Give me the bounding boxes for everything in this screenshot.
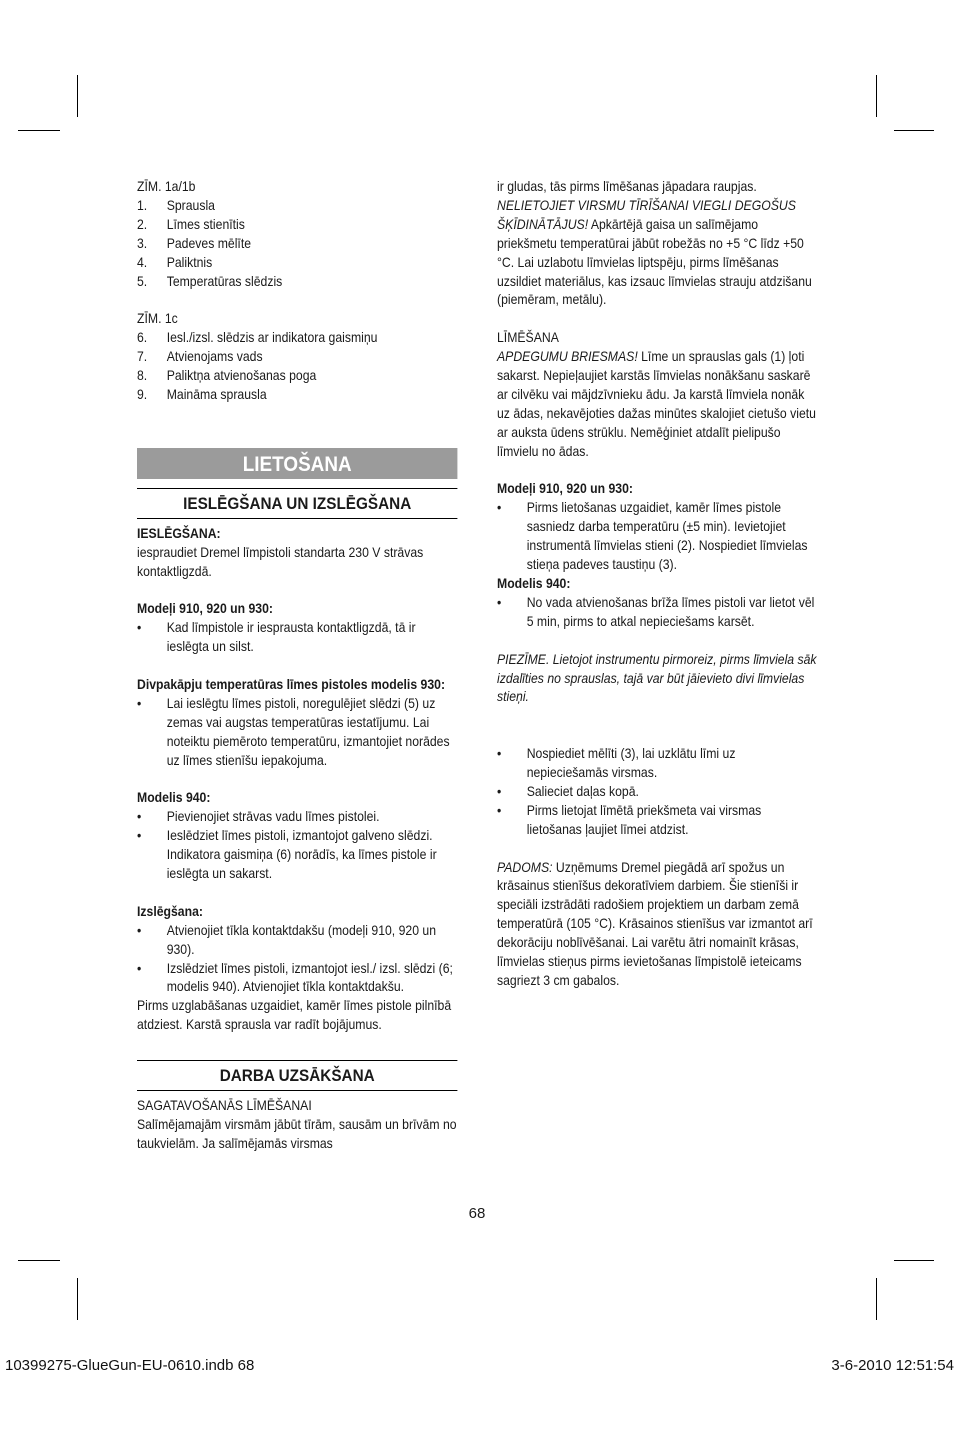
list-item: 6. Iesl./izsl. slēdzis ar indikatora gaismiņu xyxy=(137,330,378,346)
storage-text: Pirms uzglabāšanas uzgaidiet, kamēr līmes pistole pilnībā atdziest. Karstā sprausla var radīt bojājumus. xyxy=(137,998,452,1033)
figure-1-title: ZĪM. 1a/1b xyxy=(137,179,196,194)
footer-date-time: 3-6-2010 12:51:54 xyxy=(831,1357,954,1374)
prep-continued: ir gludas, tās pirms līmēšanas jāpadara raupjas. xyxy=(497,179,757,194)
page-number: 68 xyxy=(468,1205,486,1222)
crop-mark-top-right-vertical xyxy=(876,75,877,117)
list-item: 3. Padeves mēlīte xyxy=(137,235,252,251)
models-910-label: Modeļi 910, 920 un 930: xyxy=(137,601,273,617)
dual-temp-label: Divpakāpju temperatūras līmes pistoles modelis 930: xyxy=(137,676,446,692)
switching-heading: IESLĒGŠANA UN IZSLĒGŠANA xyxy=(137,488,457,519)
start-work-heading: DARBA UZSĀKŠANA xyxy=(137,1060,457,1091)
list-item: 4. Paliktnis xyxy=(137,254,213,270)
crop-mark-bottom-left-horizontal xyxy=(18,1260,60,1261)
model-940-label: Modelis 940: xyxy=(497,576,571,591)
crop-mark-bottom-right-vertical xyxy=(876,1278,877,1320)
list-item: • Pievienojiet strāvas vadu līmes pistolei. xyxy=(137,809,380,825)
section-title-bar: LIETOŠANA xyxy=(137,448,457,479)
crop-mark-bottom-left-vertical xyxy=(77,1278,78,1320)
models-910-label: Modeļi 910, 920 un 930: xyxy=(497,481,633,497)
prep-warning: NELIETOJIET VIRSMU TĪRĪŠANAI VIEGLI DEGOŠUS ŠĶĪDINĀTĀJUS! Apkārtējā gaisa un salīmējamo priekšmetu temperatūrai jābūt robežās no +5 °C līdz +50 °C. Lai uzlabotu līmvielas liptspēju, pirms līmēšanas uzsildiet materiālus, kas izsauc līmvielas strauju atdzišanu (piemēram, metālu). xyxy=(497,197,812,308)
list-item: • No vada atvienošanas brīža līmes pistoli var lietot vēl 5 min, pirms to atkal nepieciešams karsēt. xyxy=(497,594,815,629)
crop-mark-top-left-horizontal xyxy=(18,130,60,131)
footer-file-name: 10399275-GlueGun-EU-0610.indb 68 xyxy=(5,1357,255,1374)
gluing-label: LĪMĒŠANA xyxy=(497,330,559,346)
model-940-label: Modelis 940: xyxy=(137,790,211,806)
list-item: • Salieciet daļas kopā. xyxy=(497,783,639,799)
list-item: • Ieslēdziet līmes pistoli, izmantojot galveno slēdzi. Indikatora gaismiņa (6) norādīs, ka līmes pistole ir ieslēgta un sakarst. xyxy=(137,828,437,882)
right-column xyxy=(497,178,817,991)
note-line-2: izdalīties no sprauslas, tajā var būt jāievieto divi līmvielas stieņi. xyxy=(497,670,805,705)
crop-mark-top-left-vertical xyxy=(77,75,78,117)
figure-2-list xyxy=(137,329,457,405)
list-item: • Kad līmpistole ir iesprausta kontaktligzdā, tā ir ieslēgta un silst. xyxy=(137,620,416,655)
list-item: 8. Paliktņa atvienošanas poga xyxy=(137,368,317,384)
list-item: • Atvienojiet tīkla kontaktdakšu (modeļi 910, 920 un 930). xyxy=(137,922,437,957)
list-item: 2. Līmes stienītis xyxy=(137,216,245,232)
prep-label: SAGATAVOŠANĀS LĪMĒŠANAI xyxy=(137,1098,312,1114)
list-item: 9. Maināma sprausla xyxy=(137,386,267,402)
prep-text: Salīmējamajām virsmām jābūt tīrām, sausām un brīvām no taukvielām. Ja salīmējamās virsmas xyxy=(137,1116,457,1151)
list-item: • Pirms lietošanas uzgaidiet, kamēr līmes pistole sasniedz darba temperatūru (±5 min). Ievietojiet instrumentā līmvielas stieni (2). Nospiediet līmvielas stieņa padeves taustiņu (3). xyxy=(497,500,808,573)
note-line-1: PIEZĪME. Lietojot instrumentu pirmoreiz, pirms līmviela sāk xyxy=(497,651,817,667)
list-item: • Lai ieslēgtu līmes pistoli, noregulējiet slēdzi (5) uz zemas vai augstas temperatūras iestatījumu. Lai noteiktu piemēroto temperatūru, izmantojiet norādes uz līmes stienīšu iepakojuma. xyxy=(137,695,450,768)
crop-mark-bottom-right-horizontal xyxy=(894,1260,934,1261)
figure-2-title: ZĪM. 1c xyxy=(137,311,178,327)
burn-warning: APDEGUMU BRIESMAS! Līme un sprauslas gals (1) ļoti sakarst. Nepieļaujiet karstās līmvielas nonākšanu saskarē ar cilvēku vai mājdzīvnieku ādu. Ja karstā līmviela nonāk uz ādas, nekavējoties dažas minūtes skalojiet cietušo vietu ar auksta ūdens strūklu. Nemēģiniet atdalīt pielipušo līmvielu no ādas. xyxy=(497,349,816,459)
list-item: 1. Sprausla xyxy=(137,197,215,213)
list-item: • Izslēdziet līmes pistoli, izmantojot iesl./ izsl. slēdzi (6; modelis 940). Atvienojiet tīkla kontaktdakšu. xyxy=(137,960,453,995)
list-item: 5. Temperatūras slēdzis xyxy=(137,273,283,289)
list-item: 7. Atvienojams vads xyxy=(137,349,263,365)
left-column xyxy=(137,178,457,1154)
tip-paragraph: PADOMS: Uzņēmums Dremel piegādā arī spožus un krāsainus stienīšus dekoratīviem darbiem. Šie stienīši ir speciāli izstrādāti radošiem projektiem un darbam zemā temperatūrā (105 °C). Krāsainos stienīšus var izmantot arī dekorāciju noblīvēšanai. Lai varētu ātri nomainīt krāsas, līmvielas stieņus pirms ievietošanas līmpistolē ieteicams sagriezt 3 cm gabalos. xyxy=(497,859,813,988)
figure-1-list xyxy=(137,197,457,292)
switch-off-label: Izslēgšana: xyxy=(137,903,203,919)
switch-on-label: IESLĒGŠANA: xyxy=(137,525,221,541)
list-item: • Nospiediet mēlīti (3), lai uzklātu līmi uz nepieciešamās virsmas. xyxy=(497,746,736,781)
crop-mark-top-right-horizontal xyxy=(894,130,934,131)
list-item: • Pirms lietojat līmētā priekšmeta vai virsmas lietošanas ļaujiet līmei atdzist. xyxy=(497,802,762,837)
switch-on-text: iespraudiet Dremel līmpistoli standarta 230 V strāvas kontaktligzdā. xyxy=(137,544,424,579)
